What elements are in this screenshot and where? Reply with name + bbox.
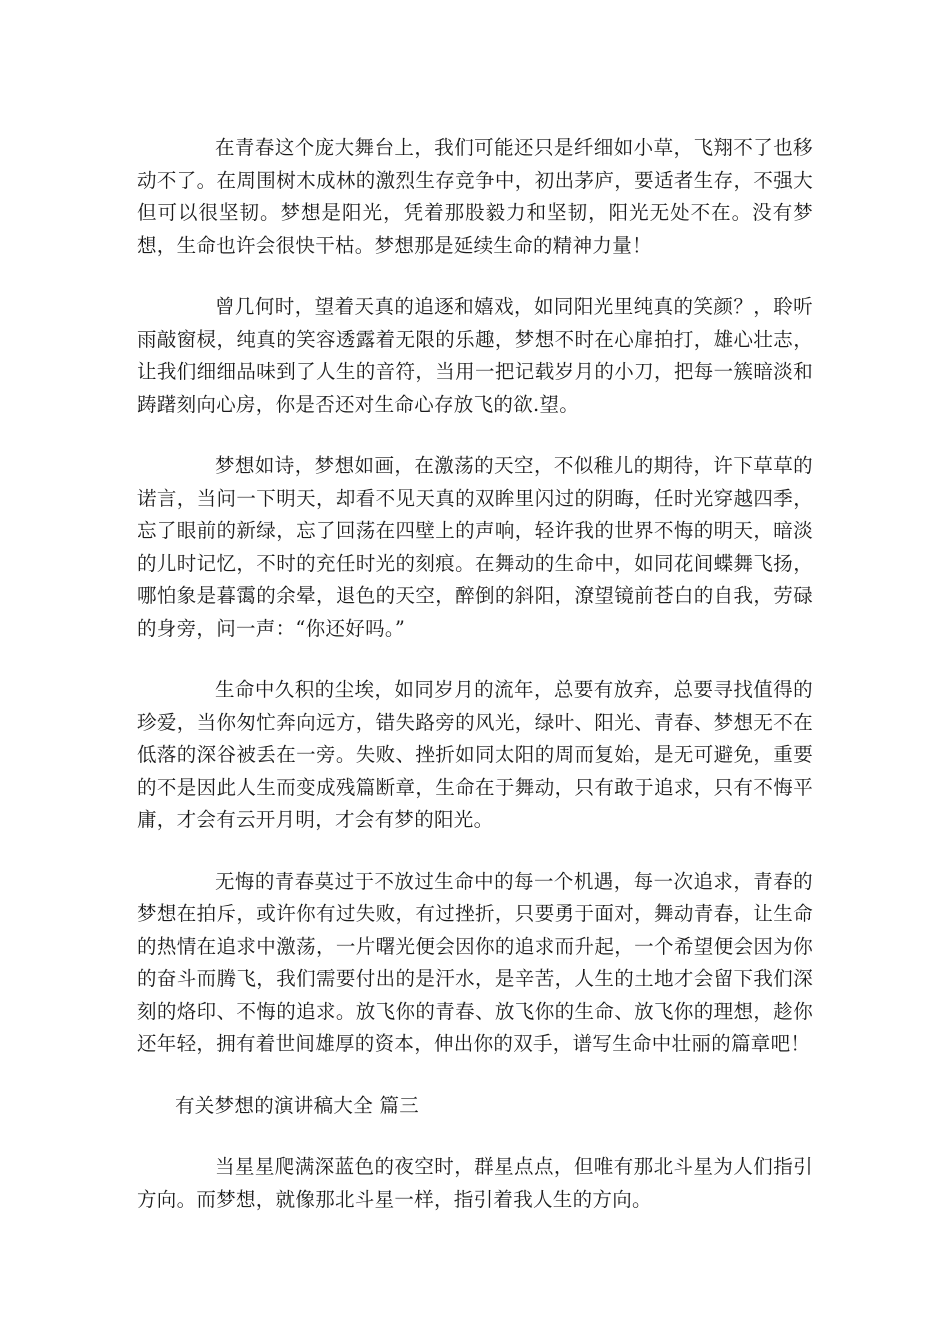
document-body xyxy=(137,132,813,1245)
paragraph-6: 当星星爬满深蓝色的夜空时，群星点点，但唯有那北斗星为人们指引方向。而梦想，就像那北斗星一样，指引着我人生的方向。 xyxy=(137,1155,813,1211)
paragraph-3: 梦想如诗，梦想如画，在激荡的天空，不似稚儿的期待，许下草草的诺言，当问一下明天，却看不见天真的双眸里闪过的阴晦，任时光穿越四季，忘了眼前的新绿，忘了回荡在四壁上的声响，轻许我的世界不悔的明天，暗淡的儿时记忆，不时的充任时光的刻痕。在舞动的生命中，如同花间蝶舞飞扬，哪怕象是暮霭的余晕，退色的天空，醉倒的斜阳，潦望镜前苍白的自我，劳碌的身旁，问一声：“你还好吗。” xyxy=(137,454,813,640)
paragraph-2: 曾几何时，望着天真的追逐和嬉戏，如同阳光里纯真的笑颜？，聆听雨敲窗棂，纯真的笑容透露着无限的乐趣，梦想不时在心扉拍打，雄心壮志，让我们细细品味到了人生的音符，当用一把记载岁月的小刀，把每一簇暗淡和踌躇刻向心房，你是否还对生命心存放飞的欲.望。 xyxy=(137,295,813,416)
section-heading: 有关梦想的演讲稿大全 篇三 xyxy=(175,1093,420,1117)
paragraph-4: 生命中久积的尘埃，如同岁月的流年，总要有放弃，总要寻找值得的珍爱，当你匆忙奔向远方，错失路旁的风光，绿叶、阳光、青春、梦想无不在低落的深谷被丢在一旁。失败、挫折如同太阳的周而复始，是无可避免，重要的不是因此人生而变成残篇断章，生命在于舞动，只有敢于追求，只有不悔平庸，才会有云开月明，才会有梦的阳光。 xyxy=(137,678,813,831)
paragraph-1: 在青春这个庞大舞台上，我们可能还只是纤细如小草，飞翔不了也移动不了。在周围树木成林的激烈生存竞争中，初出茅庐，要适者生存，不强大但可以很坚韧。梦想是阳光，凭着那股毅力和坚韧，阳光无处不在。没有梦想，生命也许会很快干枯。梦想那是延续生命的精神力量！ xyxy=(137,136,813,257)
paragraph-5: 无悔的青春莫过于不放过生命中的每一个机遇，每一次追求，青春的梦想在拍斥，或许你有过失败，有过挫折，只要勇于面对，舞动青春，让生命的热情在追求中激荡，一片曙光便会因你的追求而升起，一个希望便会因为你的奋斗而腾飞，我们需要付出的是汗水，是辛苦，人生的土地才会留下我们深刻的烙印、不悔的追求。放飞你的青春、放飞你的生命、放飞你的理想，趁你还年轻，拥有着世间雄厚的资本，伸出你的双手，谱写生命中壮丽的篇章吧！ xyxy=(137,869,813,1055)
